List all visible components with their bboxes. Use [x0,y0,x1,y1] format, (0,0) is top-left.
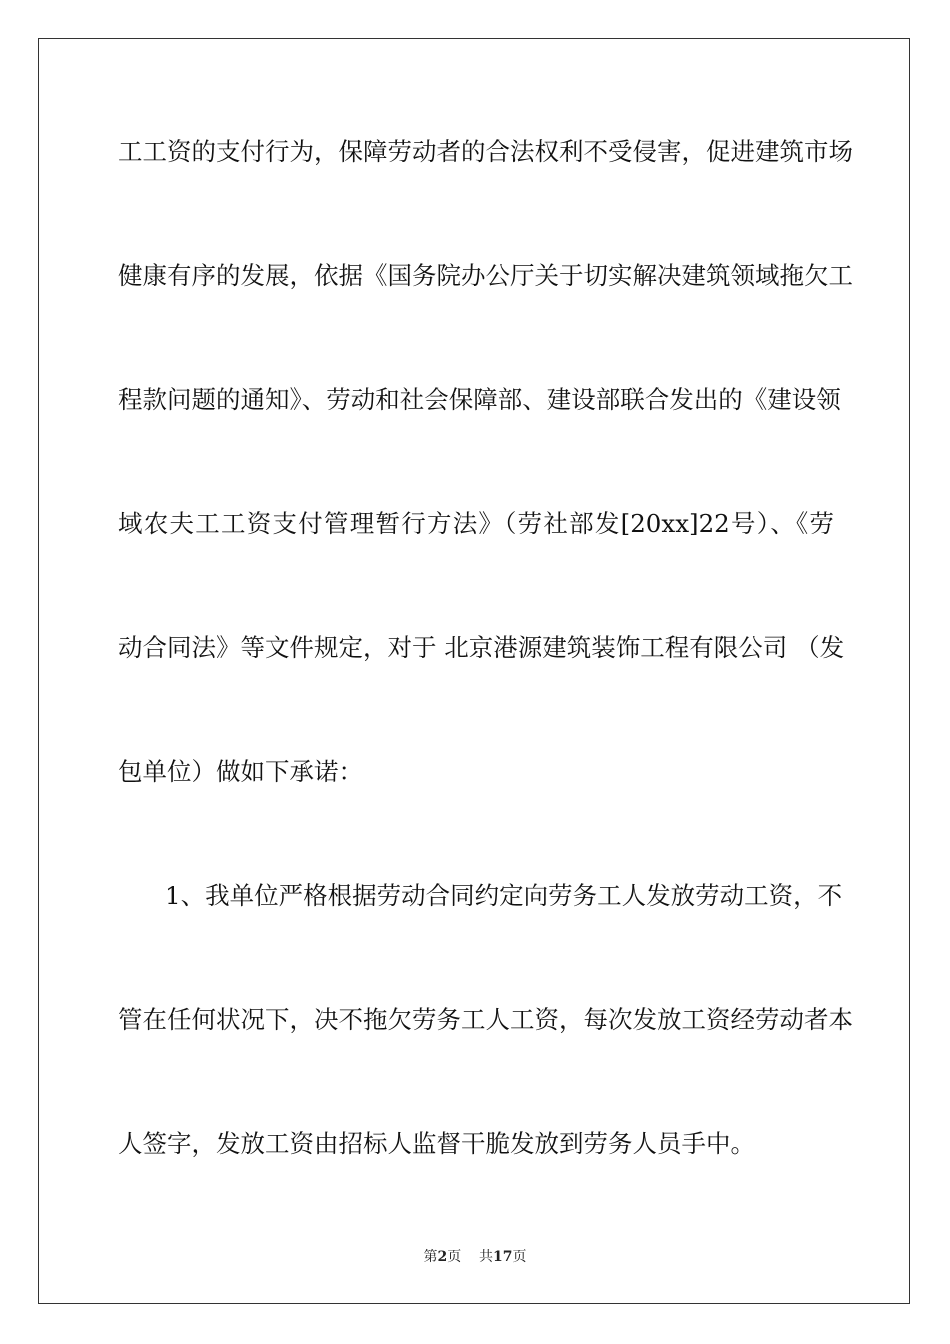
footer-page-number: 2 [437,1249,448,1265]
page-border [38,38,910,1304]
footer-page-suffix: 页 [447,1249,462,1265]
body-line-6: 包单位）做如下承诺： [118,757,363,786]
body-line-7: 1、我单位严格根据劳动合同约定向劳务工人发放劳动工资，不 [165,881,843,910]
body-line-3: 程款问题的通知》、劳动和社会保障部、建设部联合发出的《建设领 [118,385,841,414]
body-line-4: 域农夫工工资支付管理暂行方法》（劳社部发[20xx]22号）、《劳 [118,509,834,538]
page-footer [0,1248,950,1266]
footer-total-suffix: 页 [512,1249,527,1265]
footer-page-prefix: 第 [423,1249,438,1265]
body-line-2: 健康有序的发展，依据《国务院办公厅关于切实解决建筑领域拖欠工 [118,261,853,290]
body-line-1: 工工资的支付行为，保障劳动者的合法权利不受侵害，促进建筑市场 [118,137,853,166]
body-line-9: 人签字，发放工资由招标人监督干脆发放到劳务人员手中。 [118,1129,755,1158]
footer-total-prefix: 共 [479,1249,494,1265]
body-line-5: 动合同法》等文件规定，对于 北京港源建筑装饰工程有限公司 （发 [118,633,845,662]
footer-total-pages: 17 [493,1249,513,1265]
body-line-8: 管在任何状况下，决不拖欠劳务工人工资，每次发放工资经劳动者本 [118,1005,853,1034]
